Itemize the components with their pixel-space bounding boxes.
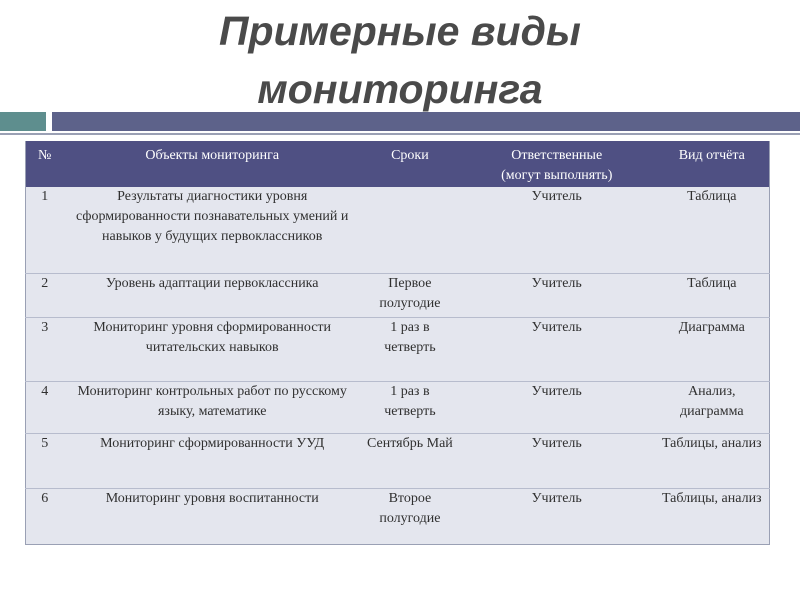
cell-terms: Первое полугодие bbox=[361, 273, 459, 317]
table-row bbox=[26, 187, 770, 273]
decorative-bar-teal bbox=[0, 112, 46, 131]
cell-report: Таблица bbox=[655, 273, 770, 317]
header-responsible-line-1: Ответственные bbox=[511, 148, 603, 163]
header-objects: Объекты мониторинга bbox=[63, 141, 361, 187]
cell-objects: Мониторинг уровня сформированности читательских навыков bbox=[63, 317, 361, 381]
page-title bbox=[0, 2, 800, 118]
cell-report: Таблица bbox=[655, 187, 770, 273]
header-num: № bbox=[26, 141, 64, 187]
cell-terms: Второе полугодие bbox=[361, 488, 459, 544]
header-terms: Сроки bbox=[361, 141, 459, 187]
table-row bbox=[26, 381, 770, 433]
cell-terms: 1 раз в четверть bbox=[361, 381, 459, 433]
cell-responsible: Учитель bbox=[459, 187, 655, 273]
header-responsible-line-2: (могут выполнять) bbox=[501, 168, 613, 183]
cell-num: 2 bbox=[26, 273, 64, 317]
cell-objects: Мониторинг сформированности УУД bbox=[63, 433, 361, 488]
cell-objects: Уровень адаптации первоклассника bbox=[63, 273, 361, 317]
table-row bbox=[26, 488, 770, 544]
cell-objects: Мониторинг уровня воспитанности bbox=[63, 488, 361, 544]
header-responsible bbox=[459, 141, 655, 187]
table-row bbox=[26, 273, 770, 317]
cell-report: Таблицы, анализ bbox=[655, 433, 770, 488]
monitoring-table bbox=[25, 141, 770, 545]
cell-responsible: Учитель bbox=[459, 433, 655, 488]
table-row bbox=[26, 433, 770, 488]
page-title-line-2: мониторинга bbox=[257, 66, 543, 112]
cell-terms: 1 раз в четверть bbox=[361, 317, 459, 381]
cell-num: 3 bbox=[26, 317, 64, 381]
table-row bbox=[26, 317, 770, 381]
cell-num: 1 bbox=[26, 187, 64, 273]
cell-responsible: Учитель bbox=[459, 317, 655, 381]
page-title-line-1: Примерные виды bbox=[219, 8, 581, 54]
cell-responsible: Учитель bbox=[459, 381, 655, 433]
decorative-bar-navy bbox=[52, 112, 800, 131]
cell-responsible: Учитель bbox=[459, 488, 655, 544]
cell-objects: Мониторинг контрольных работ по русскому языку, математике bbox=[63, 381, 361, 433]
cell-report: Таблицы, анализ bbox=[655, 488, 770, 544]
cell-report: Диаграмма bbox=[655, 317, 770, 381]
cell-report: Анализ, диаграмма bbox=[655, 381, 770, 433]
cell-num: 6 bbox=[26, 488, 64, 544]
cell-terms: Сентябрь Май bbox=[361, 433, 459, 488]
decorative-divider-line bbox=[0, 133, 800, 135]
table-header-row bbox=[26, 141, 770, 187]
cell-num: 4 bbox=[26, 381, 64, 433]
cell-objects: Результаты диагностики уровня сформированности познавательных умений и навыков у будущих первоклассников bbox=[63, 187, 361, 273]
cell-num: 5 bbox=[26, 433, 64, 488]
cell-terms bbox=[361, 187, 459, 273]
header-report: Вид отчёта bbox=[655, 141, 770, 187]
cell-responsible: Учитель bbox=[459, 273, 655, 317]
